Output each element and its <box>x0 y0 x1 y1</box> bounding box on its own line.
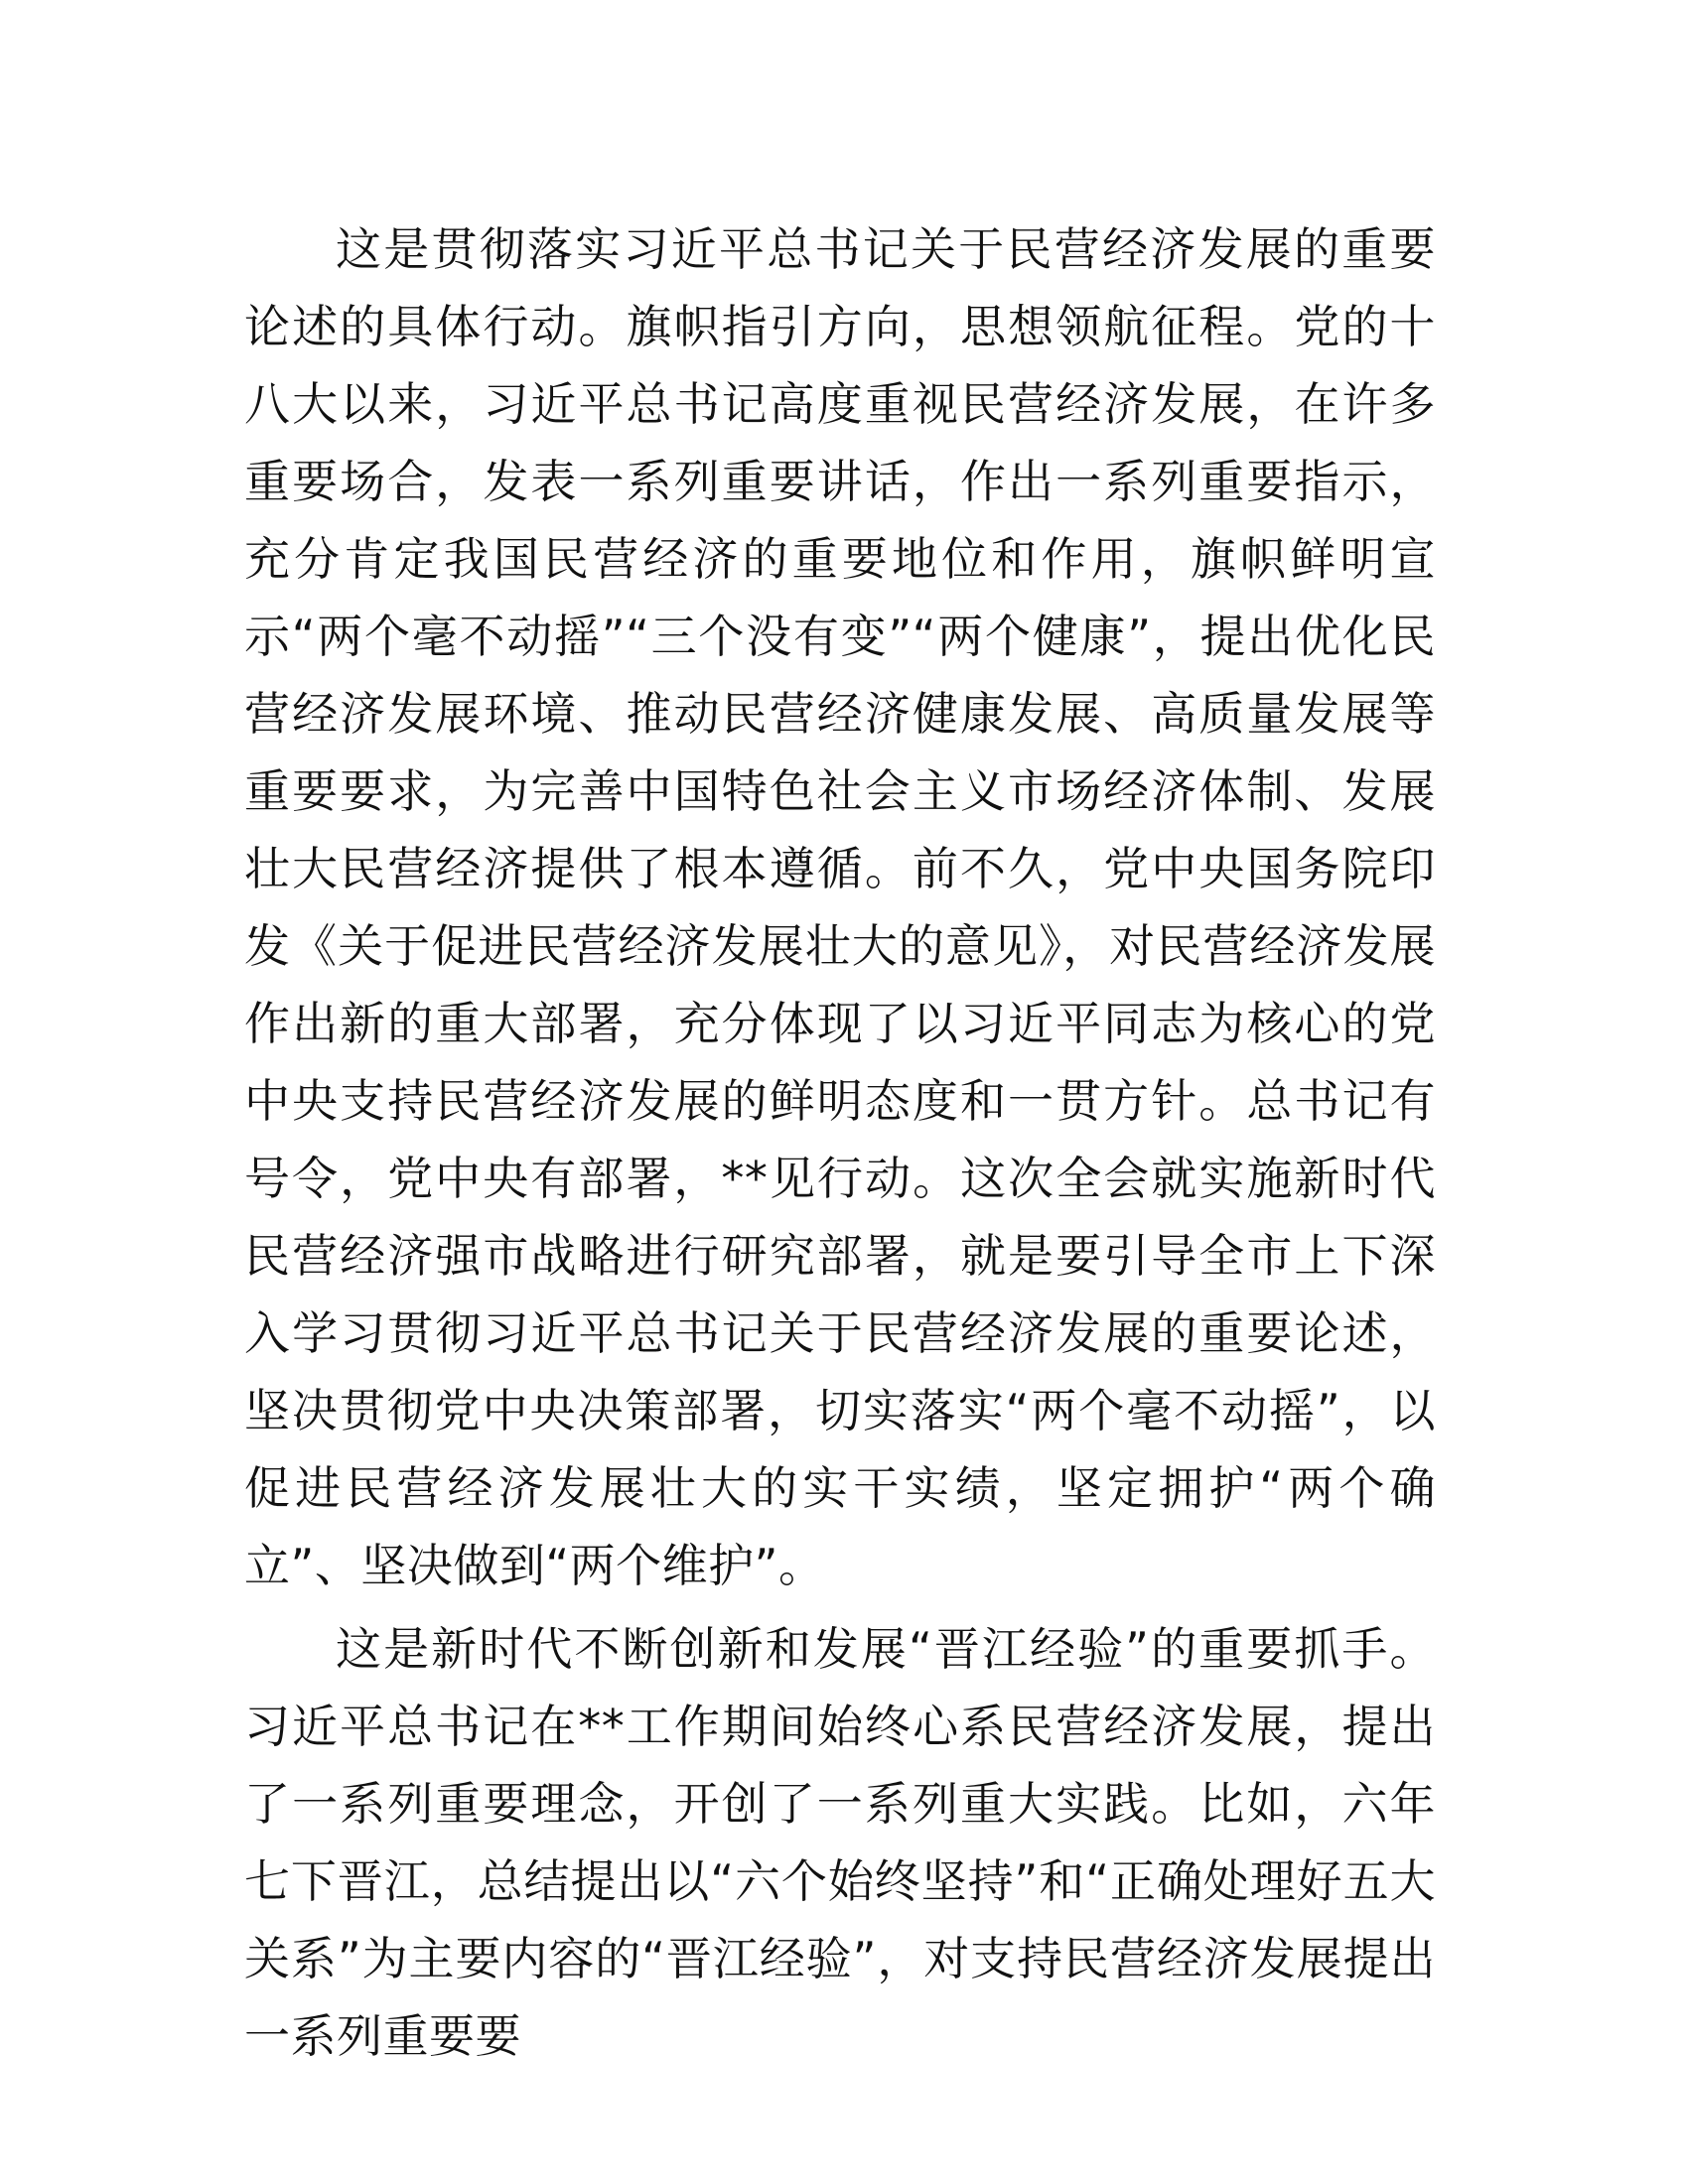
paragraph-2: 这是新时代不断创新和发展“晋江经验”的重要抓手。习近平总书记在**工作期间始终心系民营经济发展，提出了一系列重要理念，开创了一系列重大实践。比如，六年七下晋江，总结提出以“六个始终坚持”和“正确处理好五大关系”为主要内容的“晋江经验”，对支持民营经济发展提出一系列重要要 <box>244 1622 1436 2063</box>
document-body <box>244 210 1436 2075</box>
paragraph-1: 这是贯彻落实习近平总书记关于民营经济发展的重要论述的具体行动。旗帜指引方向，思想领航征程。党的十八大以来，习近平总书记高度重视民营经济发展，在许多重要场合，发表一系列重要讲话，作出一系列重要指示，充分肯定我国民营经济的重要地位和作用，旗帜鲜明宣示“两个毫不动摇”“三个没有变”“两个健康”，提出优化民营经济发展环境、推动民营经济健康发展、高质量发展等重要要求，为完善中国特色社会主义市场经济体制、发展壮大民营经济提供了根本遵循。前不久，党中央国务院印发《关于促进民营经济发展壮大的意见》，对民营经济发展作出新的重大部署，充分体现了以习近平同志为核心的党中央支持民营经济发展的鲜明态度和一贯方针。总书记有号令，党中央有部署，**见行动。这次全会就实施新时代民营经济强市战略进行研究部署，就是要引导全市上下深入学习贯彻习近平总书记关于民营经济发展的重要论述，坚决贯彻党中央决策部署，切实落实“两个毫不动摇”，以促进民营经济发展壮大的实干实绩，坚定拥护“两个确立”、坚决做到“两个维护”。 <box>244 222 1436 1592</box>
